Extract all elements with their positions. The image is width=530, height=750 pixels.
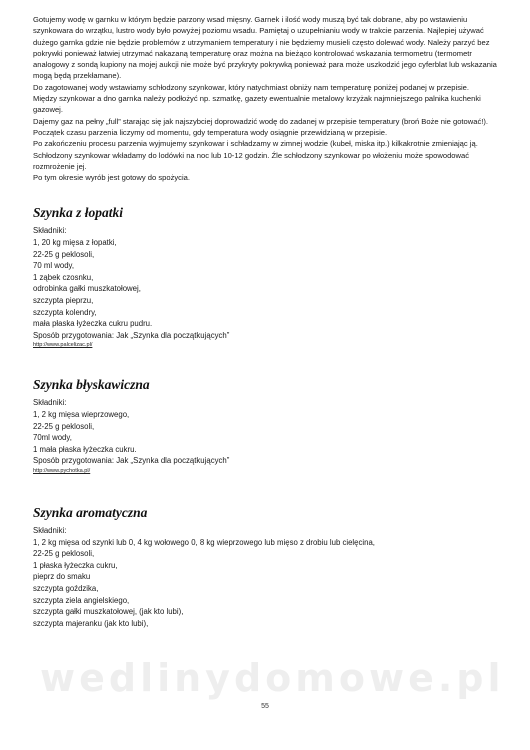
ingredient-line: 70 ml wody, (33, 261, 75, 271)
intro-paragraph: Dajemy gaz na pełny „full” starając się jak najszybciej doprowadzić wodę do zadanej w przepisie temperatury (broń Boże nie gotować!). (33, 116, 489, 126)
ingredient-line: pieprz do smaku (33, 572, 91, 582)
ingredients-label: Składniki: (33, 226, 67, 236)
ingredient-line: 1 płaska łyżeczka cukru, (33, 560, 118, 570)
recipe-title: Szynka z łopatki (33, 205, 124, 221)
page-number: 55 (261, 703, 269, 710)
intro-paragraph: Po tym okresie wyrób jest gotowy do spożycia. (33, 173, 191, 183)
intro-paragraph: Między szynkowar a dno garnka należy podłożyć np. szmatkę, gazety ewentualnie metalowy krzyżak najmniejszego palnika kuchenki gazowej. (33, 94, 481, 115)
recipe-szynka-z-lopatki (33, 205, 505, 349)
ingredient-line: szczypta majeranku (jak kto lubi), (33, 618, 149, 628)
source-link[interactable]: http://www.palcelizac.pl/ (33, 342, 93, 349)
ingredient-line: 22-25 g peklosoli, (33, 549, 95, 559)
ingredient-line: 1, 2 kg mięsa od szynki lub 0, 4 kg wołowego 0, 8 kg wieprzowego lub mięso z drobiu lub cielęcina, (33, 537, 375, 547)
ingredient-line: odrobinka gałki muszkatołowej, (33, 284, 141, 294)
preparation-line: Sposób przygotowania: Jak „Szynka dla początkujących” (33, 330, 230, 340)
recipe-title: Szynka aromatyczna (33, 504, 148, 520)
ingredient-line: 1 ząbek czosnku, (33, 272, 94, 282)
ingredient-line: 22-25 g peklosoli, (33, 421, 95, 431)
ingredient-line: szczypta goździka, (33, 583, 99, 593)
intro-paragraph: Gotujemy wodę w garnku w którym będzie parzony wsad mięsny. Garnek i ilość wody muszą być tak dobrane, aby po wstawieniu szynkowara do wrzątku, lustro wody było powyżej poziomu wsadu. Pamiętaj o uzupełnianiu wody w trakcie parzenia. Najlepiej używać dużego garnka gdzie nie będzie problemów z utrzymaniem temperatury i nie będziemy musieli często dolewać wody. Należy parzyć bez pokrywki ponieważ łatwiej utrzymać nakazaną temperaturę oraz można na bieżąco kontrolować wskazania termometru (termometr analogowy z sondą kupiony na mojej aukcji nie może być przykryty pokrywką ponieważ para może uszkodzić jego cyferblat lub wskazania mogą będą przekłamane). (33, 15, 497, 81)
intro-paragraph: Początek czasu parzenia liczymy od momentu, gdy temperatura wody osiągnie przewidzianą w przepisie. (33, 127, 388, 137)
ingredient-line: 70ml wody, (33, 433, 72, 443)
intro-section (33, 14, 505, 183)
document-page (33, 14, 505, 629)
watermark: wedlinydomowe.pl (40, 656, 505, 700)
ingredient-line: 22-25 g peklosoli, (33, 249, 95, 259)
recipe-szynka-blyskawiczna (33, 377, 505, 475)
ingredient-line: szczypta pieprzu, (33, 296, 94, 306)
ingredient-line: mała płaska łyżeczka cukru pudru. (33, 319, 153, 329)
ingredient-line: 1 mała płaska łyżeczka cukru. (33, 444, 137, 454)
intro-paragraph: Po zakończeniu procesu parzenia wyjmujemy szynkowar i schładzamy w zimnej wodzie (kubeł, miska itp.) kilkakrotnie zmieniając ją. Schłodzony szynkowar wkładamy do lodówki na noc lub 10-12 godzin. Źle schłodzony szynkowar po włożeniu może spowodować rozmrożenie jej. (33, 139, 478, 171)
ingredient-line: szczypta kolendry, (33, 307, 97, 317)
ingredients-label: Składniki: (33, 398, 67, 408)
recipe-title: Szynka błyskawiczna (33, 377, 150, 393)
source-link[interactable]: http://www.pychotka.pl/ (33, 467, 91, 474)
intro-paragraph: Do zagotowanej wody wstawiamy schłodzony szynkowar, który natychmiast obniży nam temperaturę poniżej podanej w przepisie. (33, 82, 470, 92)
recipe-szynka-aromatyczna (33, 505, 505, 629)
ingredient-line: 1, 20 kg mięsa z łopatki, (33, 238, 117, 248)
ingredient-line: szczypta ziela angielskiego, (33, 595, 130, 605)
ingredient-line: szczypta gałki muszkatołowej, (jak kto lubi), (33, 607, 184, 617)
ingredient-line: 1, 2 kg mięsa wieprzowego, (33, 409, 130, 419)
ingredients-label: Składniki: (33, 525, 67, 535)
preparation-line: Sposób przygotowania: Jak „Szynka dla początkujących” (33, 456, 230, 466)
